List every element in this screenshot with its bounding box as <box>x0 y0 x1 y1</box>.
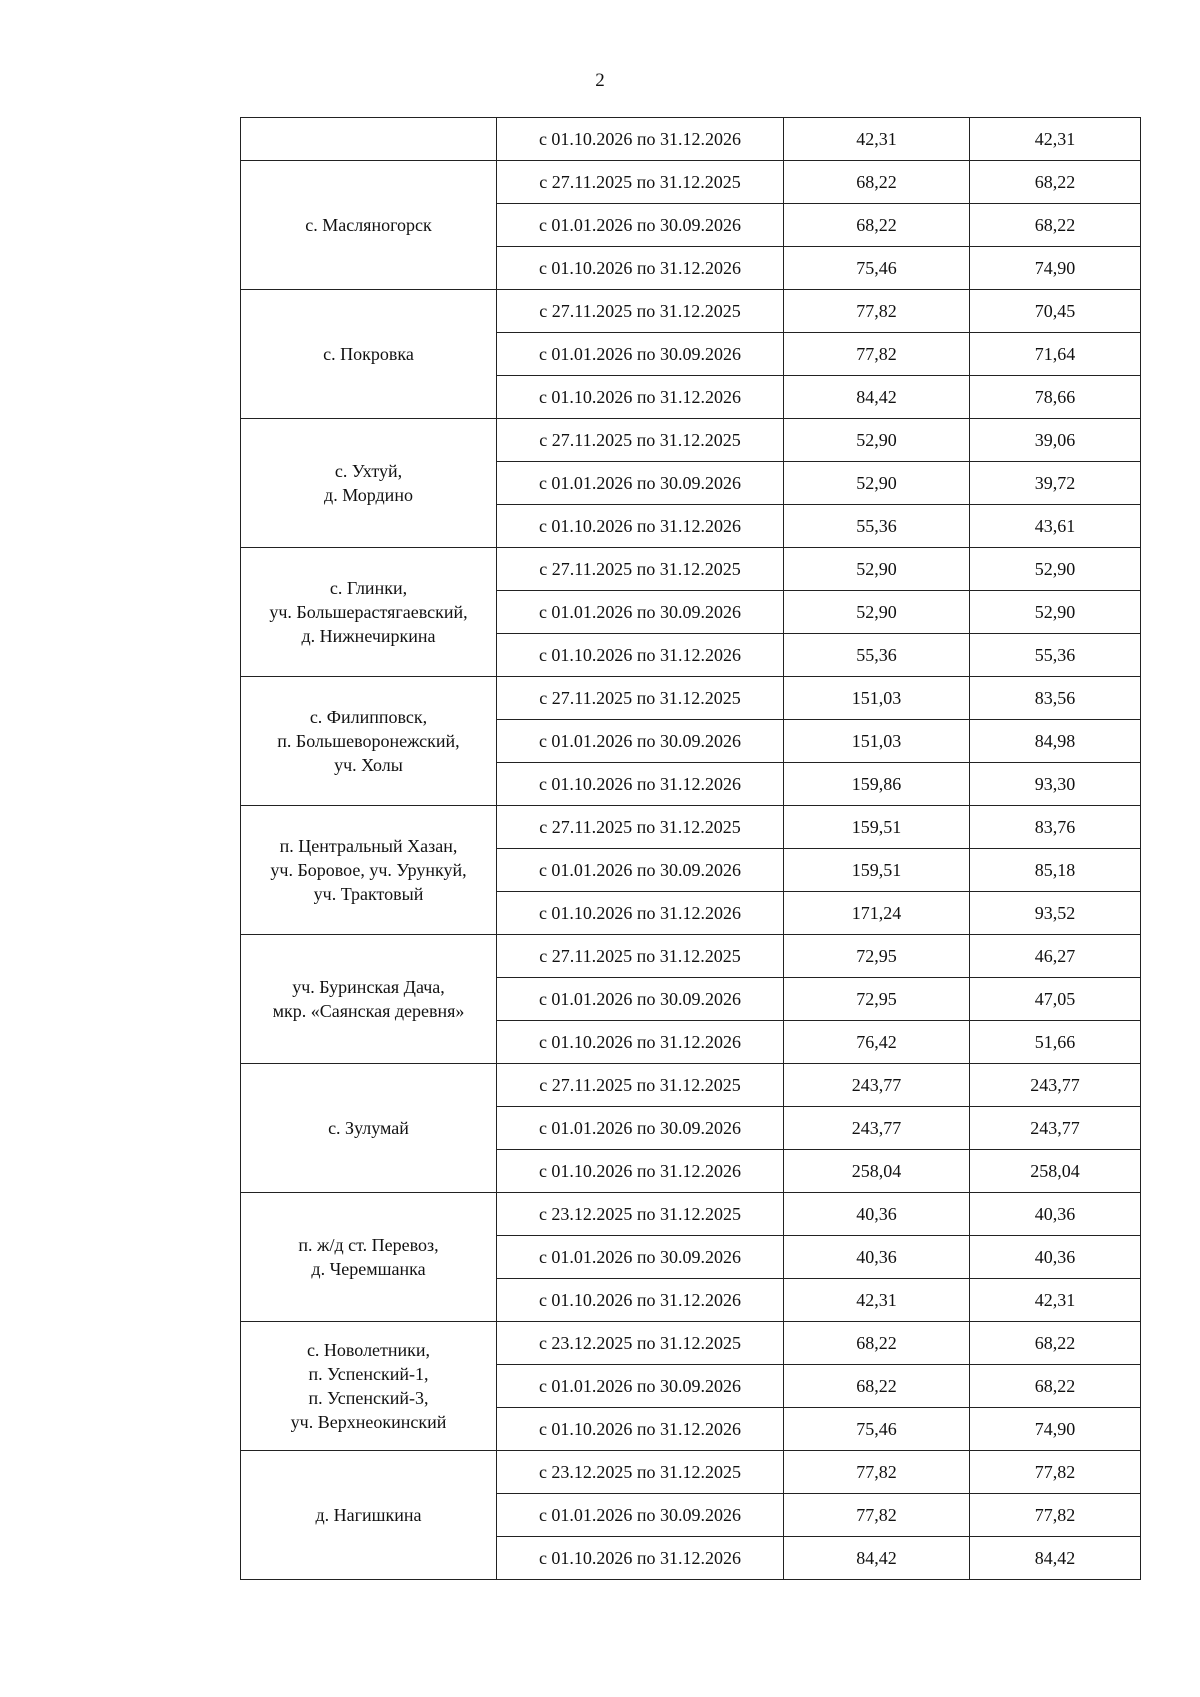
tariff-value-1-cell: 84,42 <box>784 1537 970 1580</box>
table-row <box>241 677 1141 720</box>
period-cell: с 01.10.2026 по 31.12.2026 <box>497 1408 784 1451</box>
period-cell: с 27.11.2025 по 31.12.2025 <box>497 806 784 849</box>
tariff-value-2-cell: 84,98 <box>970 720 1141 763</box>
table-row <box>241 161 1141 204</box>
period-cell: с 01.10.2026 по 31.12.2026 <box>497 118 784 161</box>
tariff-value-1-cell: 159,51 <box>784 849 970 892</box>
tariff-value-2-cell: 74,90 <box>970 247 1141 290</box>
location-cell <box>241 118 497 161</box>
period-cell: с 01.01.2026 по 30.09.2026 <box>497 1107 784 1150</box>
tariff-value-2-cell: 43,61 <box>970 505 1141 548</box>
tariff-value-1-cell: 42,31 <box>784 118 970 161</box>
location-cell: с. Зулумай <box>241 1064 497 1193</box>
tariff-value-2-cell: 52,90 <box>970 548 1141 591</box>
tariff-value-1-cell: 77,82 <box>784 333 970 376</box>
tariff-value-1-cell: 84,42 <box>784 376 970 419</box>
tariff-value-2-cell: 77,82 <box>970 1451 1141 1494</box>
table-row <box>241 548 1141 591</box>
tariff-value-2-cell: 51,66 <box>970 1021 1141 1064</box>
tariff-value-1-cell: 55,36 <box>784 634 970 677</box>
tariff-value-2-cell: 68,22 <box>970 161 1141 204</box>
period-cell: с 27.11.2025 по 31.12.2025 <box>497 935 784 978</box>
period-cell: с 01.01.2026 по 30.09.2026 <box>497 1494 784 1537</box>
tariff-value-1-cell: 42,31 <box>784 1279 970 1322</box>
tariff-value-2-cell: 74,90 <box>970 1408 1141 1451</box>
period-cell: с 27.11.2025 по 31.12.2025 <box>497 419 784 462</box>
tariff-value-1-cell: 243,77 <box>784 1107 970 1150</box>
tariff-value-2-cell: 258,04 <box>970 1150 1141 1193</box>
location-cell: п. ж/д ст. Перевоз, д. Черемшанка <box>241 1193 497 1322</box>
tariff-value-1-cell: 258,04 <box>784 1150 970 1193</box>
tariff-value-2-cell: 40,36 <box>970 1236 1141 1279</box>
period-cell: с 01.01.2026 по 30.09.2026 <box>497 720 784 763</box>
tariff-value-2-cell: 68,22 <box>970 204 1141 247</box>
location-cell: с. Покровка <box>241 290 497 419</box>
period-cell: с 27.11.2025 по 31.12.2025 <box>497 290 784 333</box>
tariff-value-1-cell: 151,03 <box>784 720 970 763</box>
location-cell: д. Нагишкина <box>241 1451 497 1580</box>
tariff-value-1-cell: 55,36 <box>784 505 970 548</box>
tariff-value-1-cell: 68,22 <box>784 204 970 247</box>
tariff-value-2-cell: 85,18 <box>970 849 1141 892</box>
tariff-value-2-cell: 83,56 <box>970 677 1141 720</box>
tariff-value-2-cell: 93,52 <box>970 892 1141 935</box>
location-cell: п. Центральный Хазан, уч. Боровое, уч. Урункуй, уч. Трактовый <box>241 806 497 935</box>
table-row <box>241 1193 1141 1236</box>
tariff-value-2-cell: 71,64 <box>970 333 1141 376</box>
tariff-value-2-cell: 40,36 <box>970 1193 1141 1236</box>
tariff-value-2-cell: 93,30 <box>970 763 1141 806</box>
period-cell: с 01.01.2026 по 30.09.2026 <box>497 1365 784 1408</box>
tariff-value-2-cell: 68,22 <box>970 1365 1141 1408</box>
tariff-value-1-cell: 75,46 <box>784 1408 970 1451</box>
period-cell: с 01.10.2026 по 31.12.2026 <box>497 247 784 290</box>
period-cell: с 01.01.2026 по 30.09.2026 <box>497 849 784 892</box>
tariff-value-1-cell: 159,86 <box>784 763 970 806</box>
location-cell: уч. Буринская Дача, мкр. «Саянская деревня» <box>241 935 497 1064</box>
tariff-value-2-cell: 84,42 <box>970 1537 1141 1580</box>
tariff-value-1-cell: 40,36 <box>784 1193 970 1236</box>
tariff-value-2-cell: 83,76 <box>970 806 1141 849</box>
table-row <box>241 806 1141 849</box>
period-cell: с 01.10.2026 по 31.12.2026 <box>497 505 784 548</box>
period-cell: с 01.10.2026 по 31.12.2026 <box>497 763 784 806</box>
tariff-value-2-cell: 70,45 <box>970 290 1141 333</box>
tariff-value-2-cell: 47,05 <box>970 978 1141 1021</box>
period-cell: с 01.10.2026 по 31.12.2026 <box>497 634 784 677</box>
tariff-value-1-cell: 52,90 <box>784 548 970 591</box>
location-cell: с. Филипповск, п. Большеворонежский, уч. Холы <box>241 677 497 806</box>
tariff-value-1-cell: 52,90 <box>784 419 970 462</box>
period-cell: с 01.10.2026 по 31.12.2026 <box>497 376 784 419</box>
tariff-value-1-cell: 68,22 <box>784 161 970 204</box>
tariff-value-1-cell: 68,22 <box>784 1365 970 1408</box>
period-cell: с 01.10.2026 по 31.12.2026 <box>497 1537 784 1580</box>
table-row <box>241 290 1141 333</box>
period-cell: с 01.10.2026 по 31.12.2026 <box>497 1021 784 1064</box>
table-row <box>241 1064 1141 1107</box>
tariff-value-2-cell: 46,27 <box>970 935 1141 978</box>
tariff-value-2-cell: 243,77 <box>970 1107 1141 1150</box>
tariff-value-2-cell: 78,66 <box>970 376 1141 419</box>
period-cell: с 01.10.2026 по 31.12.2026 <box>497 1150 784 1193</box>
tariff-value-2-cell: 42,31 <box>970 118 1141 161</box>
period-cell: с 01.01.2026 по 30.09.2026 <box>497 1236 784 1279</box>
tariff-value-2-cell: 39,72 <box>970 462 1141 505</box>
period-cell: с 01.01.2026 по 30.09.2026 <box>497 978 784 1021</box>
period-cell: с 27.11.2025 по 31.12.2025 <box>497 161 784 204</box>
tariff-value-2-cell: 243,77 <box>970 1064 1141 1107</box>
tariff-value-1-cell: 40,36 <box>784 1236 970 1279</box>
tariff-value-2-cell: 39,06 <box>970 419 1141 462</box>
location-cell: с. Масляногорск <box>241 161 497 290</box>
tariff-value-1-cell: 52,90 <box>784 591 970 634</box>
period-cell: с 27.11.2025 по 31.12.2025 <box>497 677 784 720</box>
table-row <box>241 1322 1141 1365</box>
tariff-value-1-cell: 159,51 <box>784 806 970 849</box>
tariff-value-2-cell: 68,22 <box>970 1322 1141 1365</box>
table-row <box>241 935 1141 978</box>
period-cell: с 01.01.2026 по 30.09.2026 <box>497 333 784 376</box>
location-cell: с. Новолетники, п. Успенский-1, п. Успенский-3, уч. Верхнеокинский <box>241 1322 497 1451</box>
location-cell: с. Глинки, уч. Большерастягаевский, д. Нижнечиркина <box>241 548 497 677</box>
tariff-value-2-cell: 42,31 <box>970 1279 1141 1322</box>
tariff-value-2-cell: 77,82 <box>970 1494 1141 1537</box>
period-cell: с 01.10.2026 по 31.12.2026 <box>497 1279 784 1322</box>
location-cell: с. Ухтуй, д. Мордино <box>241 419 497 548</box>
period-cell: с 01.01.2026 по 30.09.2026 <box>497 204 784 247</box>
tariff-value-1-cell: 72,95 <box>784 978 970 1021</box>
period-cell: с 01.10.2026 по 31.12.2026 <box>497 892 784 935</box>
tariff-table <box>240 117 1141 1580</box>
period-cell: с 23.12.2025 по 31.12.2025 <box>497 1451 784 1494</box>
tariff-value-2-cell: 55,36 <box>970 634 1141 677</box>
tariff-value-1-cell: 151,03 <box>784 677 970 720</box>
tariff-value-1-cell: 68,22 <box>784 1322 970 1365</box>
period-cell: с 27.11.2025 по 31.12.2025 <box>497 548 784 591</box>
period-cell: с 01.01.2026 по 30.09.2026 <box>497 462 784 505</box>
tariff-value-1-cell: 243,77 <box>784 1064 970 1107</box>
tariff-value-2-cell: 52,90 <box>970 591 1141 634</box>
period-cell: с 01.01.2026 по 30.09.2026 <box>497 591 784 634</box>
tariff-table-body <box>241 118 1141 1580</box>
period-cell: с 27.11.2025 по 31.12.2025 <box>497 1064 784 1107</box>
table-row <box>241 419 1141 462</box>
page-number: 2 <box>595 70 605 91</box>
tariff-value-1-cell: 76,42 <box>784 1021 970 1064</box>
tariff-value-1-cell: 77,82 <box>784 1451 970 1494</box>
tariff-value-1-cell: 52,90 <box>784 462 970 505</box>
table-row <box>241 1451 1141 1494</box>
period-cell: с 23.12.2025 по 31.12.2025 <box>497 1322 784 1365</box>
tariff-value-1-cell: 75,46 <box>784 247 970 290</box>
tariff-value-1-cell: 77,82 <box>784 290 970 333</box>
tariff-value-1-cell: 77,82 <box>784 1494 970 1537</box>
tariff-value-1-cell: 171,24 <box>784 892 970 935</box>
tariff-value-1-cell: 72,95 <box>784 935 970 978</box>
table-row <box>241 118 1141 161</box>
period-cell: с 23.12.2025 по 31.12.2025 <box>497 1193 784 1236</box>
